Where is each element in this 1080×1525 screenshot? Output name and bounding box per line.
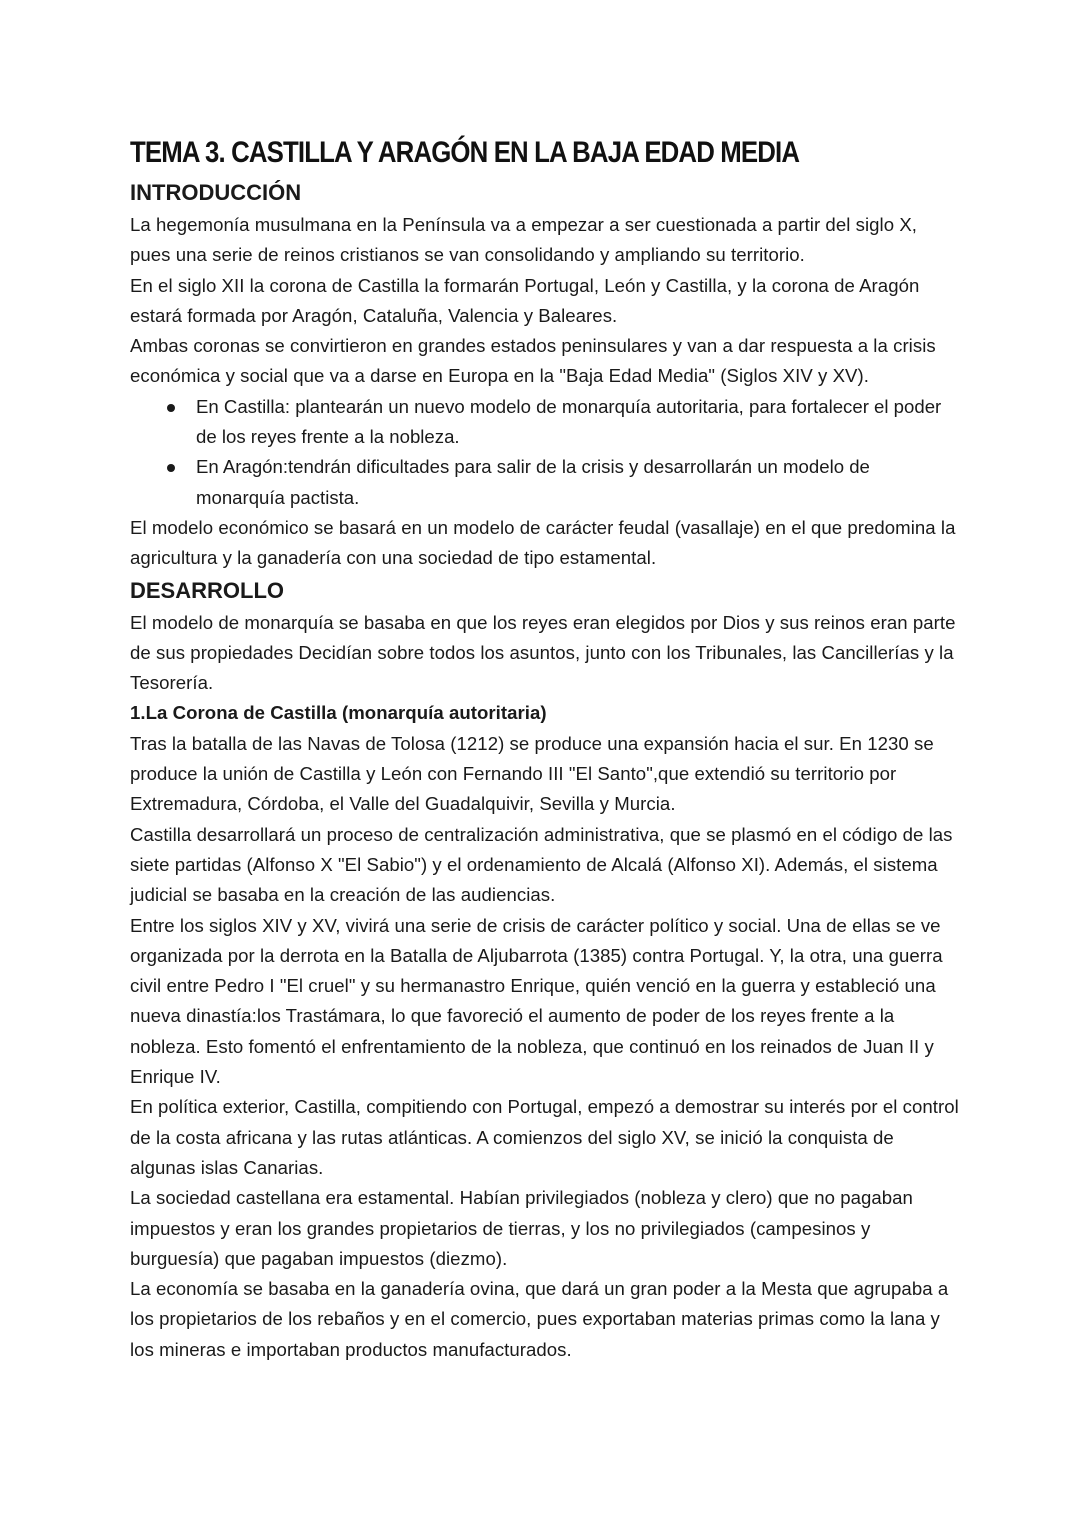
desarrollo-paragraph: En política exterior, Castilla, compitiendo con Portugal, empezó a demostrar su interés por el control de la costa africana y las rutas atlánticas. A comienzos del siglo XV, se inició la conquista de algunas islas Canarias. [130,1096,959,1178]
bullet-text: En Castilla: plantearán un nuevo modelo de monarquía autoritaria, para fortalecer el poder de los reyes frente a la nobleza. [196,395,942,448]
intro-closing-paragraph: El modelo económico se basará en un modelo de carácter feudal (vasallaje) en el que predomina la agricultura y la ganadería con una sociedad de tipo estamental. [130,516,956,569]
intro-paragraph: En el siglo XII la corona de Castilla la formarán Portugal, León y Castilla, y la corona de Aragón estará formada por Aragón, Cataluña, Valencia y Baleares. [130,274,920,326]
desarrollo-paragraph: La sociedad castellana era estamental. Habían privilegiados (nobleza y clero) que no pagaban impuestos y eran los grandes propietarios de tierras, y los no privilegiados (campesinos y burguesía) que pagaban impuestos (diezmo). [130,1187,913,1269]
intro-paragraph: La hegemonía musulmana en la Península va a empezar a ser cuestionada a partir del siglo X, pues una serie de reinos cristianos se van consolidando y ampliando su territorio. [130,214,917,266]
intro-paragraph: Ambas coronas se convirtieron en grandes estados peninsulares y van a dar respuesta a la crisis económica y social que va a darse en Europa en la "Baja Edad Media" (Siglos XIV y XV). [130,335,936,387]
intro-heading: INTRODUCCIÓN [130,180,302,205]
bullet-text: En Aragón:tendrán dificultades para salir de la crisis y desarrollarán un modelo de monarquía pactista. [196,456,870,508]
list-item [130,392,960,453]
desarrollo-heading: DESARROLLO [130,577,284,603]
document-title: TEMA 3. CASTILLA Y ARAGÓN EN LA BAJA EDAD MEDIA [130,136,800,169]
document-page [130,130,960,1365]
bullet-icon [167,404,175,412]
intro-bullet-list [130,392,960,513]
desarrollo-intro-paragraph: El modelo de monarquía se basaba en que los reyes eran elegidos por Dios y sus reinos eran parte de sus propiedades Decidían sobre todos los asuntos, junto con los Tribunales, las Cancillerías y la Tesorería. [130,611,956,694]
desarrollo-paragraph: La economía se basaba en la ganadería ovina, que dará un gran poder a la Mesta que agrupaba a los propietarios de los rebaños y en el comercio, pues exportaban materias primas como la lana y los mineras e importaban productos manufacturados. [130,1278,949,1360]
bullet-icon [167,464,175,472]
desarrollo-paragraph: Tras la batalla de las Navas de Tolosa (1212) se produce una expansión hacia el sur. En 1230 se produce la unión de Castilla y León con Fernando III "El Santo",que extendió su territorio por Extremadura, Córdoba, el Valle del Guadalquivir, Sevilla y Murcia. [130,732,934,815]
desarrollo-paragraph: Entre los siglos XIV y XV, vivirá una serie de crisis de carácter político y social. Una de ellas se ve organizada por la derrota en la Batalla de Aljubarrota (1385) contra Portugal. Y, la otra, una guerra civil entre Pedro I "El cruel" y su hermanastro Enrique, quién venció en la guerra y estableció una nueva dinastía:los Trastámara, lo que favoreció el aumento de poder de los reyes frente a la nobleza. Esto fomentó el enfrentamiento de la nobleza, que continuó en los reinados de Juan II y Enrique IV. [130,914,943,1088]
castilla-subheading: 1.La Corona de Castilla (monarquía autoritaria) [130,702,547,724]
list-item [130,452,960,513]
desarrollo-paragraph: Castilla desarrollará un proceso de centralización administrativa, que se plasmó en el código de las siete partidas (Alfonso X "El Sabio") y el ordenamiento de Alcalá (Alfonso XI). Además, el sistema judicial se basaba en la creación de las audiencias. [130,823,953,906]
